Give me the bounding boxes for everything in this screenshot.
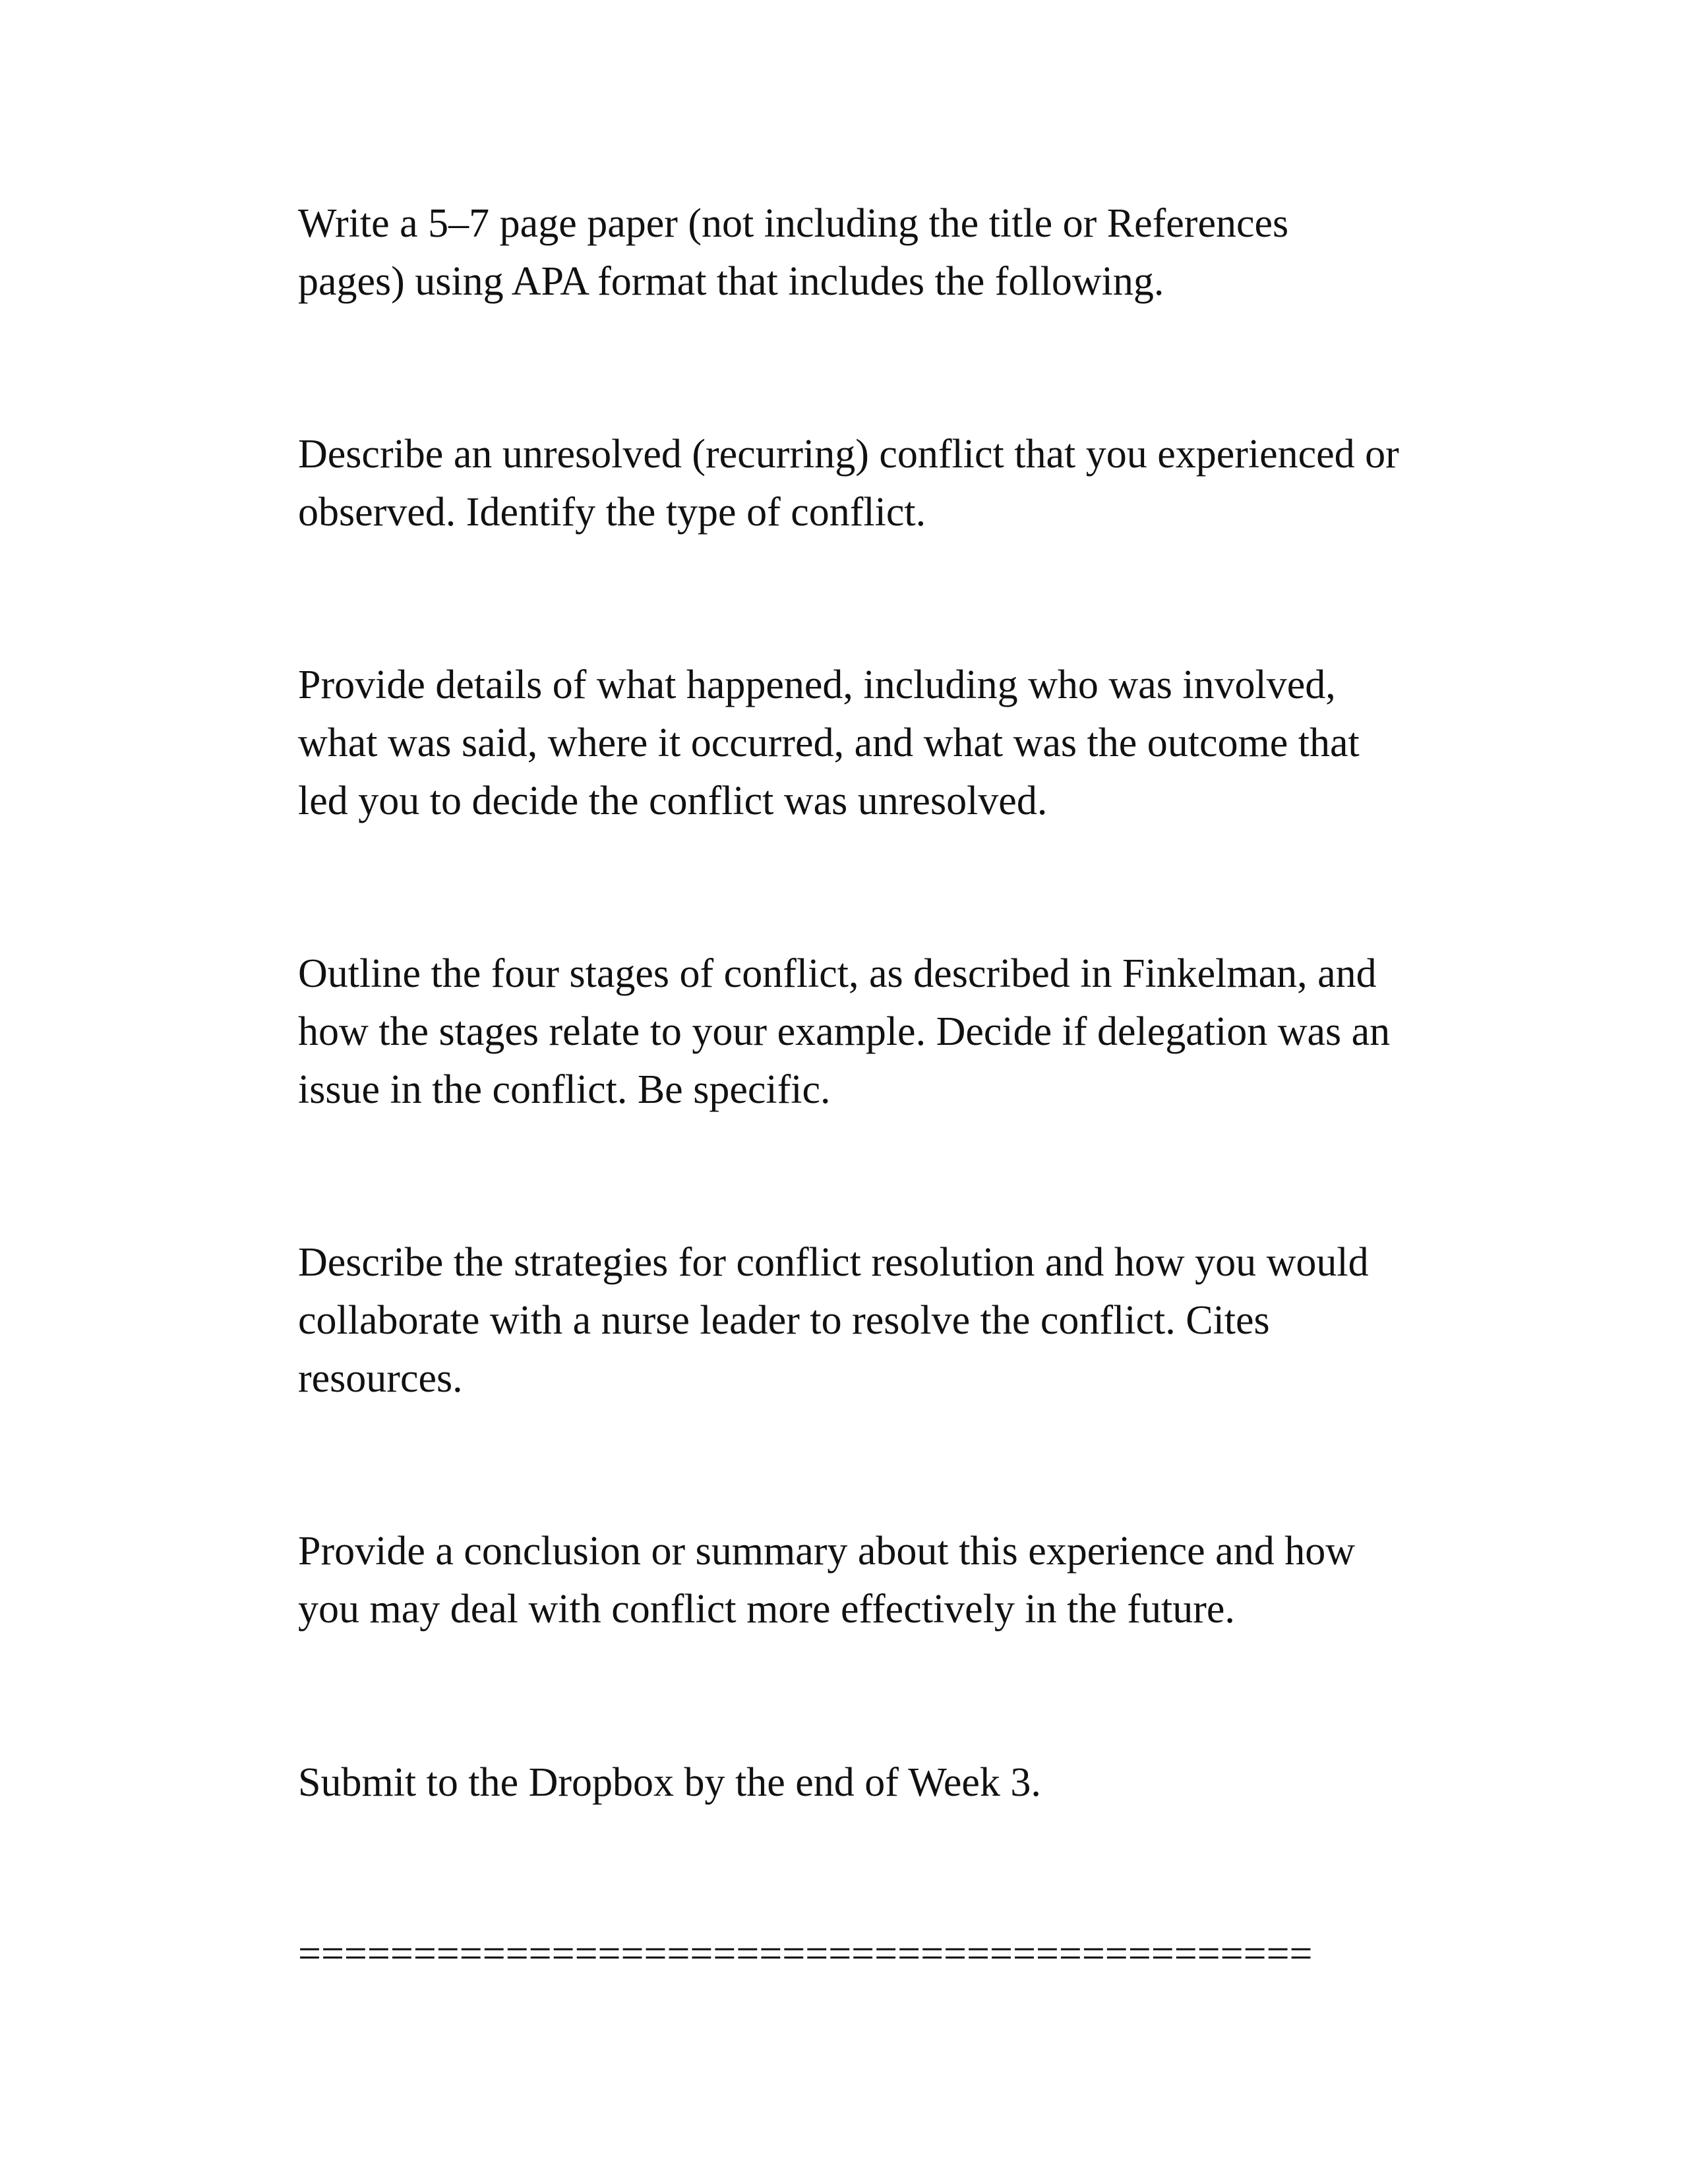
paragraph-outline-stages: Outline the four stages of conflict, as described in Finkelman, and how the stages relate to your example. Decide if delegation was an issue in the conflict. Be specific. — [298, 951, 1391, 1112]
paragraph-resolution-strategies: Describe the strategies for conflict resolution and how you would collaborate with a nurse leader to resolve the conflict. Cites resources. — [298, 1240, 1369, 1401]
paragraph-conclusion: Provide a conclusion or summary about this experience and how you may deal with conflict more effectively in the future. — [298, 1529, 1355, 1632]
paragraph-provide-details: Provide details of what happened, including who was involved, what was said, where it occurred, and what was the outcome that led you to decide the conflict was unresolved. — [298, 663, 1360, 823]
paragraph-submission-note: Submit to the Dropbox by the end of Week 3. — [298, 1760, 1041, 1805]
paragraph-describe-conflict: Describe an unresolved (recurring) conflict that you experienced or observed. Identify the type of conflict. — [298, 432, 1399, 535]
divider-line: ============================================ — [298, 1932, 1313, 1976]
paragraph-assignment-intro: Write a 5–7 page paper (not including the title or References pages) using APA format that includes the following. — [298, 201, 1289, 304]
